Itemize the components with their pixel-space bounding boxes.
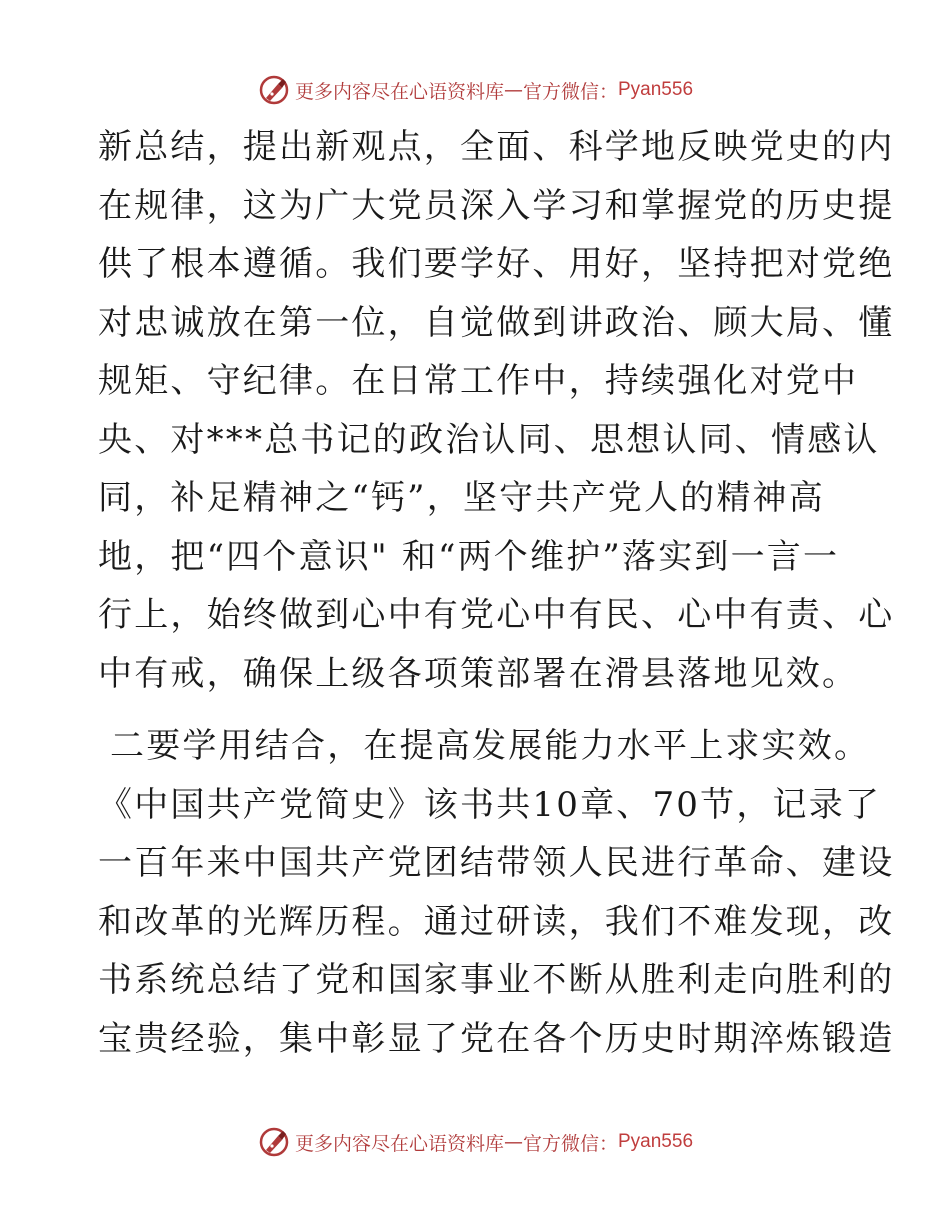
text-line: 宝贵经验，集中彰显了党在各个历史时期淬炼锻造 <box>98 1018 895 1059</box>
footer-brand-text: 更多内容尽在心语资料库 <box>294 1132 504 1155</box>
paragraph-2 <box>98 717 895 1068</box>
paragraph-gap <box>98 703 858 717</box>
document-body <box>98 118 895 1068</box>
footer-wechat-id: Pyan556 <box>618 1131 694 1152</box>
header-official-label: 官方微信： <box>522 80 618 103</box>
header-brand-text: 更多内容尽在心语资料库 <box>294 80 504 103</box>
text-line: 同，补足精神之“钙”，坚守共产党人的精神高 <box>98 478 825 518</box>
pen-nib-logo-icon <box>257 73 291 107</box>
text-line: 行上，始终做到心中有党心中有民、心中有责、心 <box>98 595 895 635</box>
text-line: 地，把“四个意识" 和“两个维护”落实到一言一 <box>98 536 840 577</box>
header-banner <box>0 70 950 110</box>
text-line: 在规律，这为广大党员深入学习和掌握党的历史提 <box>98 185 895 226</box>
text-line: 和改革的光辉历程。通过研读，我们不难发现，改 <box>98 901 895 942</box>
footer-banner <box>0 1122 950 1162</box>
text-line: 一百年来中国共产党团结带领人民进行革命、建设 <box>98 843 895 883</box>
text-line: 《中国共产党简史》该书共10章、70节，记录了 <box>98 784 882 825</box>
header-wechat-id: Pyan556 <box>618 79 694 100</box>
paragraph-1 <box>98 118 895 703</box>
text-line: 中有戒，确保上级各项策部署在滑县落地见效。 <box>98 653 859 694</box>
text-line: 央、对***总书记的政治认同、思想认同、情感认 <box>98 419 880 460</box>
text-line: 二要学用结合，在提高发展能力水平上求实效。 <box>110 726 871 766</box>
header-separator: — <box>503 79 523 101</box>
pen-nib-logo-icon <box>257 1125 291 1159</box>
text-line: 新总结，提出新观点，全面、科学地反映党史的内 <box>98 127 895 167</box>
text-line: 供了根本遵循。我们要学好、用好，坚持把对党绝 <box>98 244 895 284</box>
footer-official-label: 官方微信： <box>522 1132 618 1155</box>
text-line: 书系统总结了党和国家事业不断从胜利走向胜利的 <box>98 960 895 1000</box>
text-line: 对忠诚放在第一位，自觉做到讲政治、顾大局、懂 <box>98 302 895 343</box>
text-line: 规矩、守纪律。在日常工作中，持续强化对党中 <box>98 361 859 401</box>
footer-separator: — <box>503 1131 523 1153</box>
